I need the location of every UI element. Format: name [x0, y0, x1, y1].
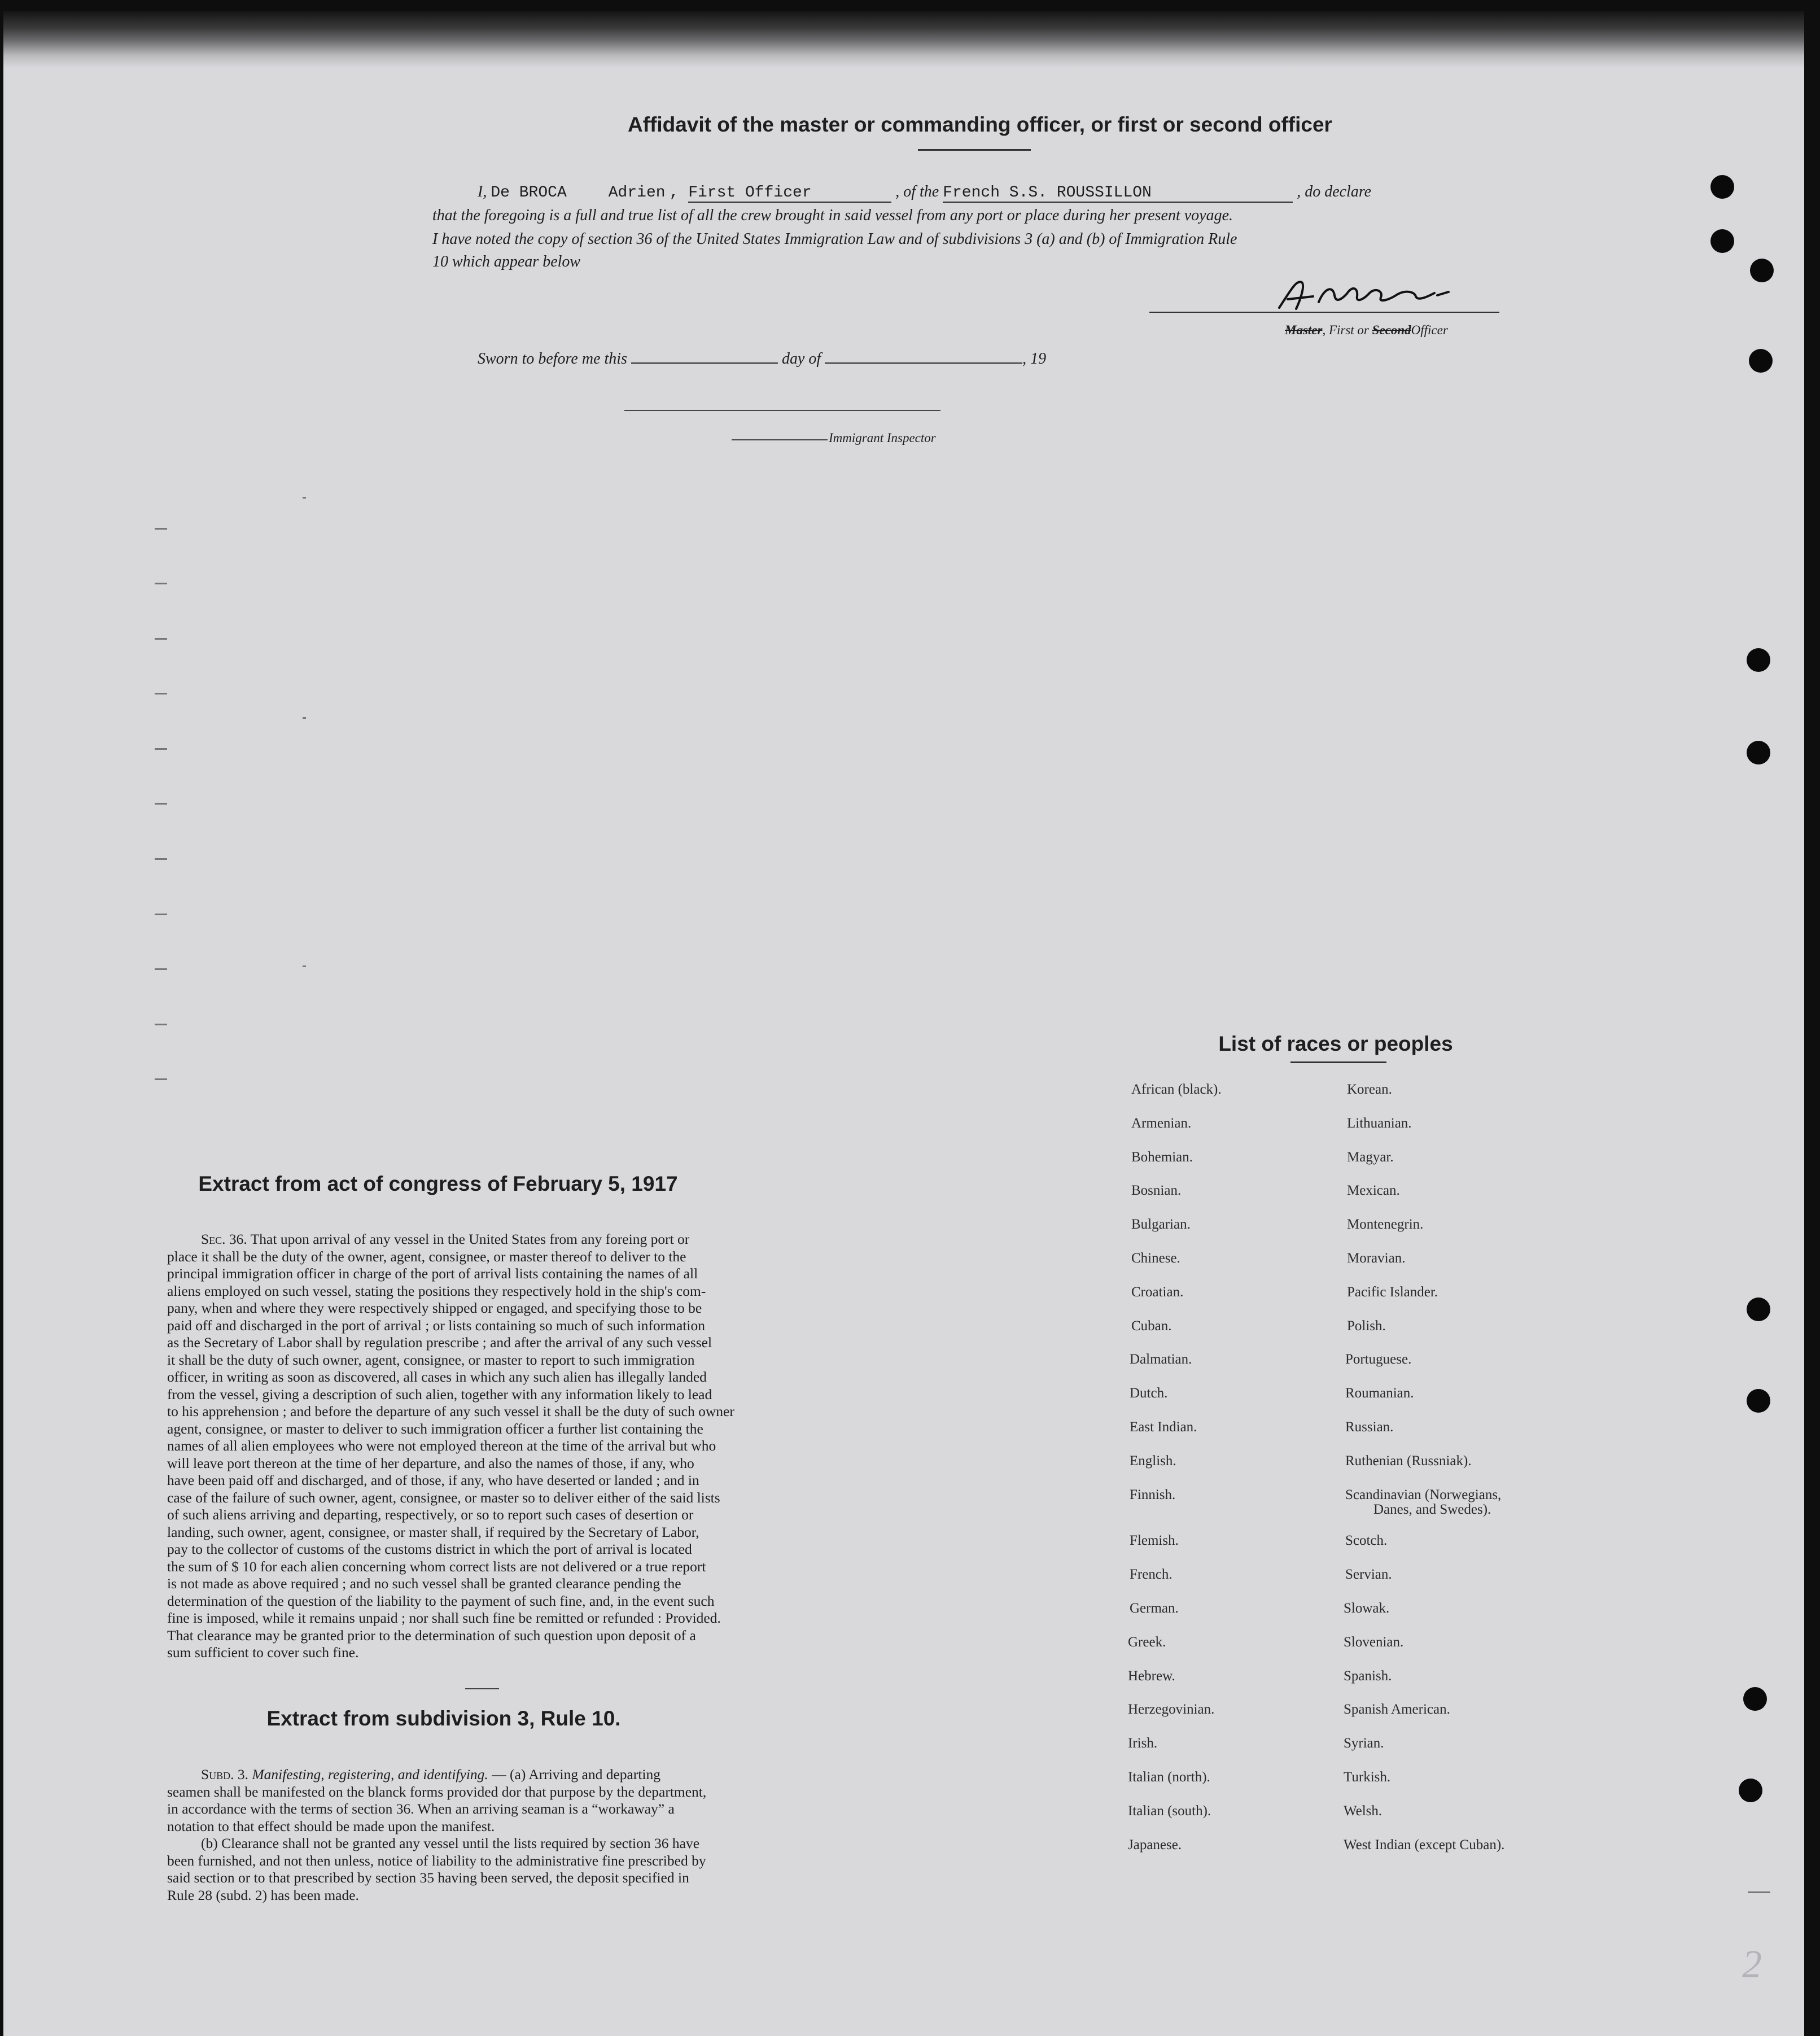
- act-line: [167, 1283, 816, 1300]
- race-item: East Indian.: [1130, 1419, 1197, 1435]
- binder-hole: [1710, 229, 1734, 253]
- inspector-line: [732, 439, 828, 440]
- race-item: Bohemian.: [1131, 1149, 1193, 1165]
- affidavit-title: Affidavit of the master or commanding officer, or first or second officer: [628, 113, 1332, 136]
- race-item: Korean.: [1347, 1082, 1392, 1097]
- act-line: [167, 1231, 816, 1248]
- binder-hole: [1749, 349, 1773, 373]
- race-item: Welsh.: [1344, 1803, 1383, 1819]
- act-line: [167, 1644, 816, 1662]
- race-item: Moravian.: [1347, 1251, 1406, 1266]
- race-item: Pacific Islander.: [1347, 1284, 1438, 1300]
- margin-tick: [303, 717, 306, 719]
- act-line: [167, 1248, 816, 1266]
- act-line-text: case of the failure of such owner, agent, consignee, or master so to deliver either of the said lists: [167, 1489, 720, 1506]
- act-line: [167, 1352, 816, 1369]
- extract-act-title: Extract from act of congress of February 5, 1917: [198, 1172, 678, 1195]
- races-title: List of races or peoples: [1218, 1032, 1453, 1055]
- race-item: Armenian.: [1131, 1115, 1192, 1131]
- sworn-year-label: , 19: [1022, 350, 1047, 368]
- act-line: [167, 1610, 816, 1627]
- act-line-text: fine is imposed, while it remains unpaid ; nor shall such fine be remitted or refunded : Provided.: [167, 1610, 721, 1626]
- binder-hole: [1747, 1389, 1770, 1413]
- race-item: French.: [1130, 1567, 1172, 1583]
- binder-hole: [1747, 648, 1770, 672]
- act-line: [167, 1334, 816, 1352]
- affidavit-line-3: I have noted the copy of section 36 of the United States Immigration Law and of subdivisions 3 (a) and (b) of Immigration Rule: [432, 230, 1237, 248]
- act-line: [167, 1472, 816, 1489]
- margin-tick: [155, 528, 167, 530]
- act-line-text: have been paid off and discharged, and of those, if any, who have deserted or landed ; and in: [167, 1472, 699, 1488]
- sworn-day-blank[interactable]: [631, 362, 778, 364]
- binder-hole: [1747, 1297, 1770, 1321]
- margin-tick: [155, 583, 167, 584]
- race-item: Polish.: [1347, 1318, 1386, 1334]
- race-item: Italian (south).: [1128, 1803, 1211, 1819]
- page-top-edge: [3, 11, 1804, 68]
- binder-hole: [1743, 1687, 1767, 1711]
- binder-hole: [1710, 175, 1734, 199]
- act-line-text: principal immigration officer in charge of the port of arrival lists containing the names of all: [167, 1265, 698, 1282]
- race-item: Chinese.: [1131, 1251, 1180, 1266]
- extract-act-body: [167, 1231, 816, 1662]
- sworn-month-blank[interactable]: [825, 362, 1022, 364]
- margin-tick: [155, 858, 167, 860]
- act-line: [167, 1558, 816, 1576]
- subd-a-line-2: in accordance with the terms of section 36. When an arriving seaman is a “workaway” a: [167, 1801, 675, 1817]
- race-item: Slovenian.: [1344, 1634, 1404, 1650]
- subd-label: Subd. 3.: [201, 1766, 249, 1782]
- subd-b-line-0: (b) Clearance shall not be granted any vessel until the lists required by section 36 have: [201, 1835, 700, 1851]
- act-line-text: aliens employed on such vessel, stating the positions they respectively hold in the ship's com-: [167, 1282, 706, 1299]
- act-line: [167, 1403, 816, 1421]
- race-item: Lithuanian.: [1347, 1115, 1412, 1131]
- caption-master-struck: Master: [1285, 323, 1323, 337]
- act-line-text: as the Secretary of Labor shall by regulation prescribe ; and after the arrival of any such vessel: [167, 1334, 712, 1351]
- act-line-text: names of all alien employees who were not employed thereon at the time of the arrival but who: [167, 1438, 716, 1454]
- act-line: [167, 1627, 816, 1645]
- race-item: Mexican.: [1347, 1183, 1400, 1199]
- affidavit-line-4: 10 which appear below: [432, 253, 581, 270]
- signature-caption: [1285, 323, 1448, 338]
- act-line-text: of such aliens arriving and departing, respectively, or so to report such cases of desertion or: [167, 1506, 694, 1523]
- act-line-text: officer, in writing as soon as discovered, all cases in which any such alien has illegally landed: [167, 1369, 707, 1385]
- margin-tick: [155, 803, 167, 805]
- race-item: Herzegovinian.: [1128, 1702, 1215, 1718]
- officer-given-name: Adrien: [608, 184, 666, 202]
- extract-rule-body: [167, 1766, 816, 1904]
- signature-text: A. de Broca: [1381, 317, 1386, 318]
- title-rule: [918, 149, 1031, 151]
- right-margin-tick: [1748, 1891, 1770, 1893]
- race-item: Dalmatian.: [1130, 1352, 1192, 1367]
- race-item: Servian.: [1345, 1567, 1392, 1583]
- race-item: Irish.: [1128, 1736, 1158, 1751]
- race-item: Roumanian.: [1345, 1386, 1414, 1401]
- extract-rule-title: Extract from subdivision 3, Rule 10.: [266, 1707, 621, 1730]
- race-item: Scotch.: [1345, 1533, 1388, 1549]
- margin-tick: [155, 1078, 167, 1080]
- of-the-label: , of the: [895, 183, 939, 200]
- act-line-text: will leave port thereon at the time of her departure, and also the names of those, if any, who: [167, 1454, 694, 1471]
- act-line: [167, 1438, 816, 1455]
- i-label: I,: [478, 183, 487, 200]
- race-item: Syrian.: [1344, 1736, 1384, 1751]
- race-item: Bulgarian.: [1131, 1217, 1191, 1233]
- sworn-day-label: day of: [781, 350, 821, 368]
- races-title-rule: [1290, 1061, 1386, 1063]
- race-item: Hebrew.: [1128, 1668, 1175, 1684]
- act-line: [167, 1575, 816, 1593]
- act-line: [167, 1506, 816, 1524]
- race-item: German.: [1130, 1601, 1179, 1616]
- act-line-text: the sum of $ 10 for each alien concerning whom correct lists are not delivered or a true report: [167, 1558, 706, 1575]
- act-line-text: determination of the question of the liability to the payment of such fine, and, in the event such: [167, 1592, 715, 1609]
- binder-hole: [1747, 741, 1770, 764]
- vessel-name: French S.S. ROUSSILLON: [943, 184, 1293, 203]
- signature-line: [1149, 312, 1499, 313]
- race-item: Turkish.: [1344, 1770, 1391, 1785]
- act-line: [167, 1541, 816, 1558]
- sworn-prefix: Sworn to before me this: [478, 350, 627, 368]
- officer-rank: First Officer: [688, 184, 891, 203]
- race-item: Dutch.: [1130, 1386, 1168, 1401]
- race-item: English.: [1130, 1453, 1176, 1469]
- subd-b-line-1: been furnished, and not then unless, notice of liability to the administrative fine prescribed by: [167, 1852, 706, 1869]
- race-item: Scandinavian (Norwegians,: [1345, 1487, 1502, 1502]
- act-line: [167, 1593, 816, 1610]
- act-line: [167, 1455, 816, 1473]
- margin-tick: [155, 638, 167, 640]
- margin-tick: [155, 914, 167, 915]
- margin-tick: [303, 965, 306, 967]
- subd-a-first-line: [167, 1766, 816, 1784]
- binder-hole: [1739, 1779, 1762, 1802]
- race-item: Montenegrin.: [1347, 1217, 1424, 1233]
- inspector-label: Immigrant Inspector: [829, 431, 936, 445]
- act-line: [167, 1524, 816, 1541]
- section-divider: [465, 1688, 499, 1689]
- act-line: [167, 1265, 816, 1283]
- act-line-text: agent, consignee, or master to deliver to such immigration officer a further list containing the: [167, 1420, 703, 1437]
- manifest-page: [3, 11, 1804, 2036]
- sec-label: Sec. 36.: [201, 1231, 247, 1247]
- binder-hole: [1750, 259, 1774, 282]
- officer-name: De BROCA: [491, 184, 567, 202]
- race-item: Bosnian.: [1131, 1183, 1182, 1199]
- act-line-text: is not made as above required ; and no such vessel shall be granted clearance pending the: [167, 1575, 681, 1592]
- subd-a-line-1: seamen shall be manifested on the blanck forms provided dor that purpose by the department,: [167, 1783, 707, 1800]
- race-item: Italian (north).: [1128, 1770, 1210, 1785]
- act-line-text: from the vessel, giving a description of such alien, together with any information likely to lead: [167, 1386, 712, 1403]
- race-item: Greek.: [1128, 1634, 1166, 1650]
- act-line-text: sum sufficient to cover such fine.: [167, 1644, 359, 1661]
- sworn-line: [478, 350, 1046, 368]
- caption-first-or: , First or: [1322, 323, 1369, 337]
- affidavit-declaration: I, De BROCA Adrien , First Officer , of the French S.S. ROUSSILLON , do declare: [478, 183, 1372, 202]
- race-item: Ruthenian (Russniak).: [1345, 1453, 1472, 1469]
- caption-officer: Officer: [1411, 323, 1448, 337]
- subd-b-line-2: said section or to that prescribed by section 35 having been served, the deposit specified in: [167, 1869, 689, 1886]
- margin-note: 2: [1742, 1943, 1762, 1986]
- act-line-text: pany, when and where they were respectively shipped or engaged, and specifying those to be: [167, 1300, 702, 1316]
- caption-second-struck: Second: [1372, 323, 1411, 337]
- race-item: Portuguese.: [1345, 1352, 1412, 1367]
- subd-a-line-3: notation to that effect should be made upon the manifest.: [167, 1817, 495, 1834]
- subd-a-line-0: — (a) Arriving and departing: [492, 1766, 660, 1782]
- officer-signature: [1268, 268, 1482, 322]
- race-item: Croatian.: [1131, 1284, 1184, 1300]
- act-line-text: place it shall be the duty of the owner, agent, consignee, or master thereof to deliver to the: [167, 1248, 686, 1265]
- act-line-text: That upon arrival of any vessel in the United States from any foreing port or: [250, 1231, 690, 1247]
- race-item: Finnish.: [1130, 1487, 1176, 1502]
- sworn-signature-line: [624, 410, 940, 411]
- margin-tick: [303, 497, 306, 499]
- act-line-text: to his apprehension ; and before the departure of any such vessel it shall be the duty of such owner: [167, 1403, 734, 1419]
- race-item: Slowak.: [1344, 1601, 1390, 1616]
- margin-tick: [155, 693, 167, 694]
- act-line: [167, 1300, 816, 1317]
- act-line-text: pay to the collector of customs of the customs district in which the port of arrival is located: [167, 1541, 692, 1557]
- margin-tick: [155, 748, 167, 750]
- margin-tick: [155, 1024, 167, 1025]
- act-line-text: it shall be the duty of such owner, agent, consignee, or master to report to such immigration: [167, 1351, 695, 1368]
- act-line-text: paid off and discharged in the port of arrival ; or lists containing so much of such information: [167, 1317, 705, 1334]
- race-item: Magyar.: [1347, 1149, 1394, 1165]
- subd-b-line-3: Rule 28 (subd. 2) has been made.: [167, 1886, 359, 1903]
- act-line-text: That clearance may be granted prior to the determination of such question upon deposit of a: [167, 1627, 696, 1644]
- race-item: Spanish American.: [1344, 1702, 1450, 1718]
- race-item: African (black).: [1131, 1082, 1222, 1097]
- act-line: [167, 1369, 816, 1386]
- race-item: Cuban.: [1131, 1318, 1172, 1334]
- act-line-text: landing, such owner, agent, consignee, or master shall, if required by the Secretary of Labor,: [167, 1523, 699, 1540]
- race-item: West Indian (except Cuban).: [1344, 1837, 1505, 1853]
- race-item: Flemish.: [1130, 1533, 1179, 1549]
- act-line: [167, 1386, 816, 1404]
- affidavit-line-2: that the foregoing is a full and true list of all the crew brought in said vessel from any port or place during her present voyage.: [432, 207, 1233, 224]
- race-item: Danes, and Swedes).: [1373, 1501, 1491, 1517]
- act-line: [167, 1317, 816, 1335]
- act-line: [167, 1489, 816, 1507]
- race-item: Spanish.: [1344, 1668, 1392, 1684]
- race-item: Russian.: [1345, 1419, 1394, 1435]
- act-line: [167, 1421, 816, 1438]
- margin-tick: [155, 968, 167, 970]
- race-item: Japanese.: [1128, 1837, 1182, 1853]
- do-declare-label: , do declare: [1297, 183, 1372, 200]
- subd-heading: Manifesting, registering, and identifying.: [252, 1766, 488, 1782]
